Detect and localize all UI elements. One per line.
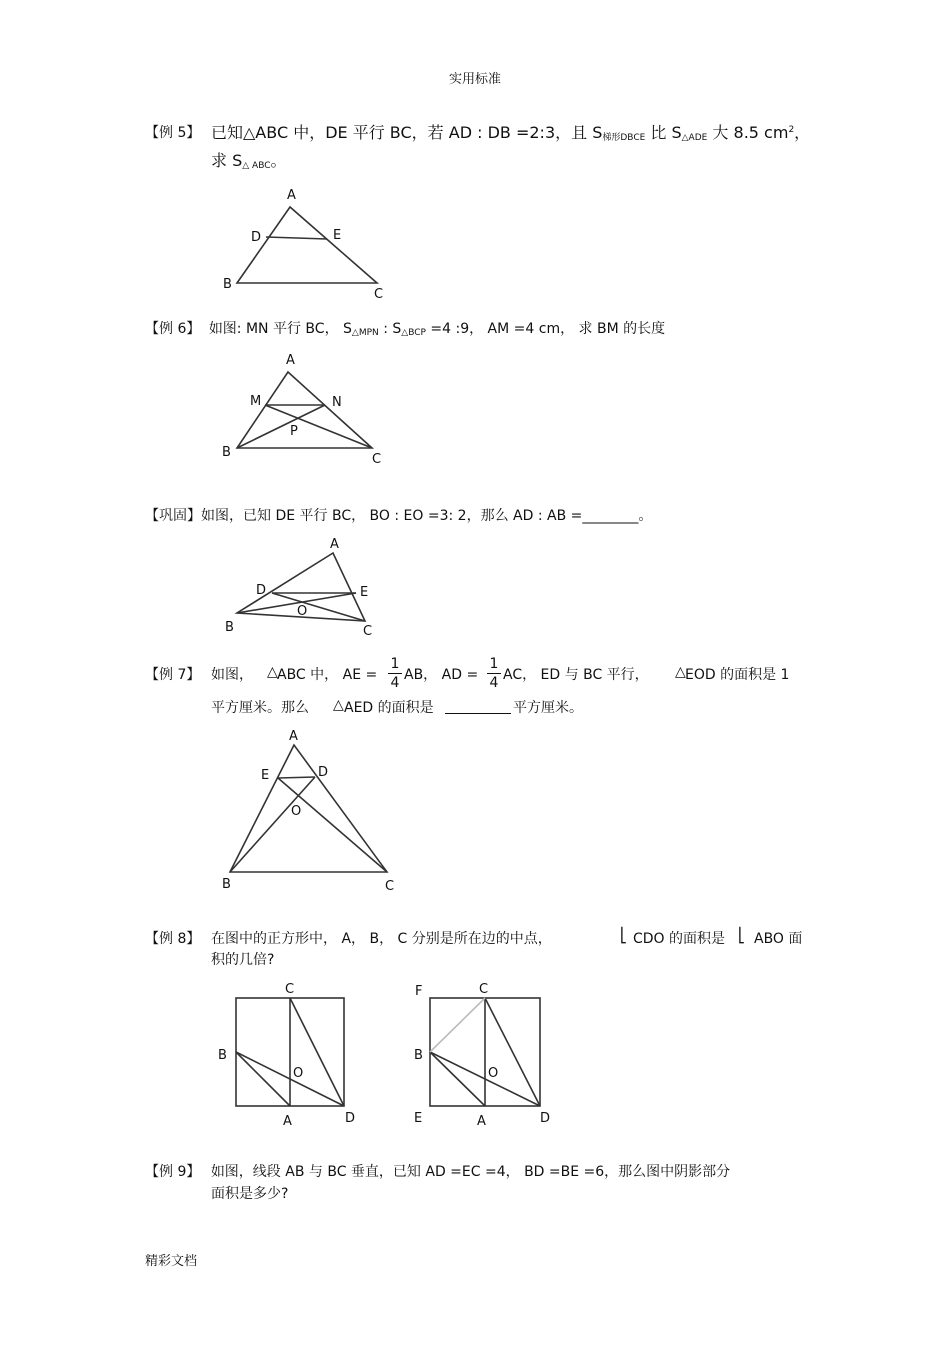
ex7-line2-c: 平方厘米。	[513, 700, 583, 716]
ex7-frac2-den: 4	[489, 675, 499, 691]
ex7-line2-b: AED 的面积是	[344, 700, 434, 716]
ex7-frac1-den: 4	[390, 675, 400, 691]
ex7-text-5: EOD 的面积是 1	[685, 667, 790, 683]
ex8-right-ba	[430, 1052, 485, 1106]
ex8-left-label-c: C	[285, 982, 295, 997]
page-header: 实用标准	[448, 72, 501, 87]
ex5-line2-a: 求 S	[211, 151, 243, 170]
ex5-line2-sub: △ ABC	[242, 161, 271, 171]
ex7-text-4: AC， ED 与 BC 平行，	[503, 667, 649, 683]
ex7-fraction-1	[388, 656, 402, 691]
ex8-right-label-o: O	[488, 1066, 499, 1081]
ex7-tag: 【例 7】	[145, 667, 201, 683]
ex6-text-a: 如图: MN 平行 BC， S	[208, 321, 352, 337]
ex5-sup: 2	[788, 125, 795, 135]
ex7-frac2-num: 1	[489, 656, 499, 672]
ex6-triangle	[237, 372, 372, 448]
ex8-line1	[145, 928, 815, 948]
ex8-left-label-b: B	[218, 1048, 227, 1063]
ex5-line2	[211, 148, 287, 171]
ex8-corner-glyph-1: ⎣	[620, 928, 627, 944]
ex8-right-label-d: D	[540, 1111, 551, 1126]
ex5-text-a: 已知△ABC 中，DE 平行 BC，若 AD : DB =2:3，且 S	[211, 123, 603, 142]
ex6-text-b: : S	[378, 321, 402, 337]
ex9-tag: 【例 9】	[145, 1164, 201, 1180]
ex8-left-label-d: D	[345, 1111, 356, 1126]
ex5-label-d: D	[251, 230, 262, 245]
ex6-sub1: △MPN	[351, 328, 379, 338]
ex7-label-a: A	[289, 729, 298, 744]
ex7-bd-line	[230, 777, 315, 872]
ex5-triangle	[237, 207, 377, 283]
ex8-right-label-f: F	[415, 984, 423, 999]
consolidate-label-b: B	[225, 620, 234, 635]
ex7-answer-blank	[445, 697, 511, 714]
ex6-tag: 【例 6】	[145, 321, 201, 337]
ex8-right-label-c: C	[479, 982, 489, 997]
ex5-text-b: 比 S	[645, 123, 682, 142]
ex8-right-label-a: A	[477, 1114, 486, 1129]
ex5-text-c: 大 8.5 cm	[707, 123, 789, 142]
ex7-triangle	[230, 745, 387, 872]
ex8-left-label-a: A	[283, 1114, 292, 1129]
ex7-triangle-glyph-3: △	[333, 697, 344, 713]
ex9-line1	[145, 1161, 730, 1181]
ex8-left-cd	[290, 998, 344, 1106]
ex6-label-a: A	[286, 353, 295, 368]
ex7-label-o: O	[291, 804, 302, 819]
ex6-label-c: C	[372, 452, 382, 467]
ex7-text-1: 如图，	[211, 667, 253, 683]
ex6-label-p: P	[290, 424, 298, 439]
ex7-text-2: ABC 中， AE =	[277, 667, 378, 683]
ex8-tag: 【例 8】	[145, 931, 201, 947]
ex6-label-b: B	[222, 445, 231, 460]
ex8-text-1: 在图中的正方形中， A， B， C 分别是所在边的中点，	[211, 931, 552, 947]
ex7-line2-a: 平方厘米。那么	[211, 700, 309, 716]
ex5-label-c: C	[374, 287, 384, 302]
ex7-label-d: D	[318, 765, 329, 780]
ex5-label-b: B	[223, 277, 232, 292]
ex5-line1	[145, 120, 825, 142]
ex5-sub2: △ADE	[681, 133, 708, 143]
consolidate-label-d: D	[256, 583, 267, 598]
ex8-right-bc	[430, 998, 485, 1052]
ex8-text-3: ABO 面	[754, 931, 803, 947]
ex8-right-cd	[485, 998, 540, 1106]
consolidate-label-c: C	[363, 624, 373, 639]
ex7-fraction-2	[487, 656, 501, 691]
ex6-figure	[215, 350, 395, 470]
ex5-tag: 【例 5】	[145, 125, 201, 141]
ex8-line2: 积的几倍?	[211, 952, 275, 968]
ex6-label-m: M	[250, 394, 262, 409]
ex7-ec-line	[278, 778, 387, 872]
page-footer: 精彩文档	[145, 1254, 198, 1269]
ex5-label-a: A	[287, 188, 296, 203]
ex6-sub2: △BCP	[401, 328, 426, 338]
ex7-triangle-glyph: △	[267, 664, 278, 680]
ex6-label-n: N	[332, 395, 342, 410]
ex6-line	[145, 318, 665, 338]
ex7-frac1-num: 1	[390, 656, 400, 672]
ex5-line2-end: 。	[270, 151, 287, 170]
ex7-text-3: AB， AD =	[404, 667, 479, 683]
consolidate-label-e: E	[360, 585, 369, 600]
ex7-line1	[145, 656, 825, 698]
ex6-text-c: =4 :9， AM =4 cm， 求 BM 的长度	[425, 321, 666, 337]
consolidate-label-a: A	[330, 537, 339, 552]
ex7-line2	[211, 697, 611, 717]
ex8-right-label-b: B	[414, 1048, 423, 1063]
ex5-sub1: 梯形DBCE	[602, 133, 646, 143]
ex5-figure	[215, 185, 395, 305]
ex7-label-b: B	[222, 877, 231, 892]
ex7-label-e: E	[261, 768, 270, 783]
ex9-line2: 面积是多少?	[211, 1186, 289, 1202]
consolidate-figure	[215, 535, 385, 643]
ex5-text	[211, 120, 810, 143]
ex8-right-label-e: E	[414, 1111, 423, 1126]
ex8-left-ba	[236, 1052, 290, 1106]
ex8-left-label-o: O	[293, 1066, 304, 1081]
ex8-text-2: CDO 的面积是	[633, 931, 726, 947]
ex7-label-c: C	[385, 879, 395, 894]
consolidate-line: 【巩固】如图，已知 DE 平行 BC， BO : EO =3: 2，那么 AD : AB =________。	[145, 508, 653, 524]
ex7-ed-line	[278, 777, 315, 778]
consolidate-label-o: O	[297, 604, 308, 619]
ex8-corner-glyph-2: ⎣	[738, 928, 745, 944]
ex9-text-1: 如图，线段 AB 与 BC 垂直，已知 AD =EC =4， BD =BE =6，那么图中阴影部分	[210, 1164, 731, 1180]
ex7-triangle-glyph-2: △	[675, 664, 686, 680]
ex5-label-e: E	[333, 228, 342, 243]
ex5-text-d: ，	[794, 123, 811, 142]
ex7-figure	[215, 725, 405, 895]
ex8-figure-left	[210, 975, 370, 1135]
ex8-figure-right	[405, 975, 565, 1135]
ex5-de-line	[266, 237, 327, 239]
